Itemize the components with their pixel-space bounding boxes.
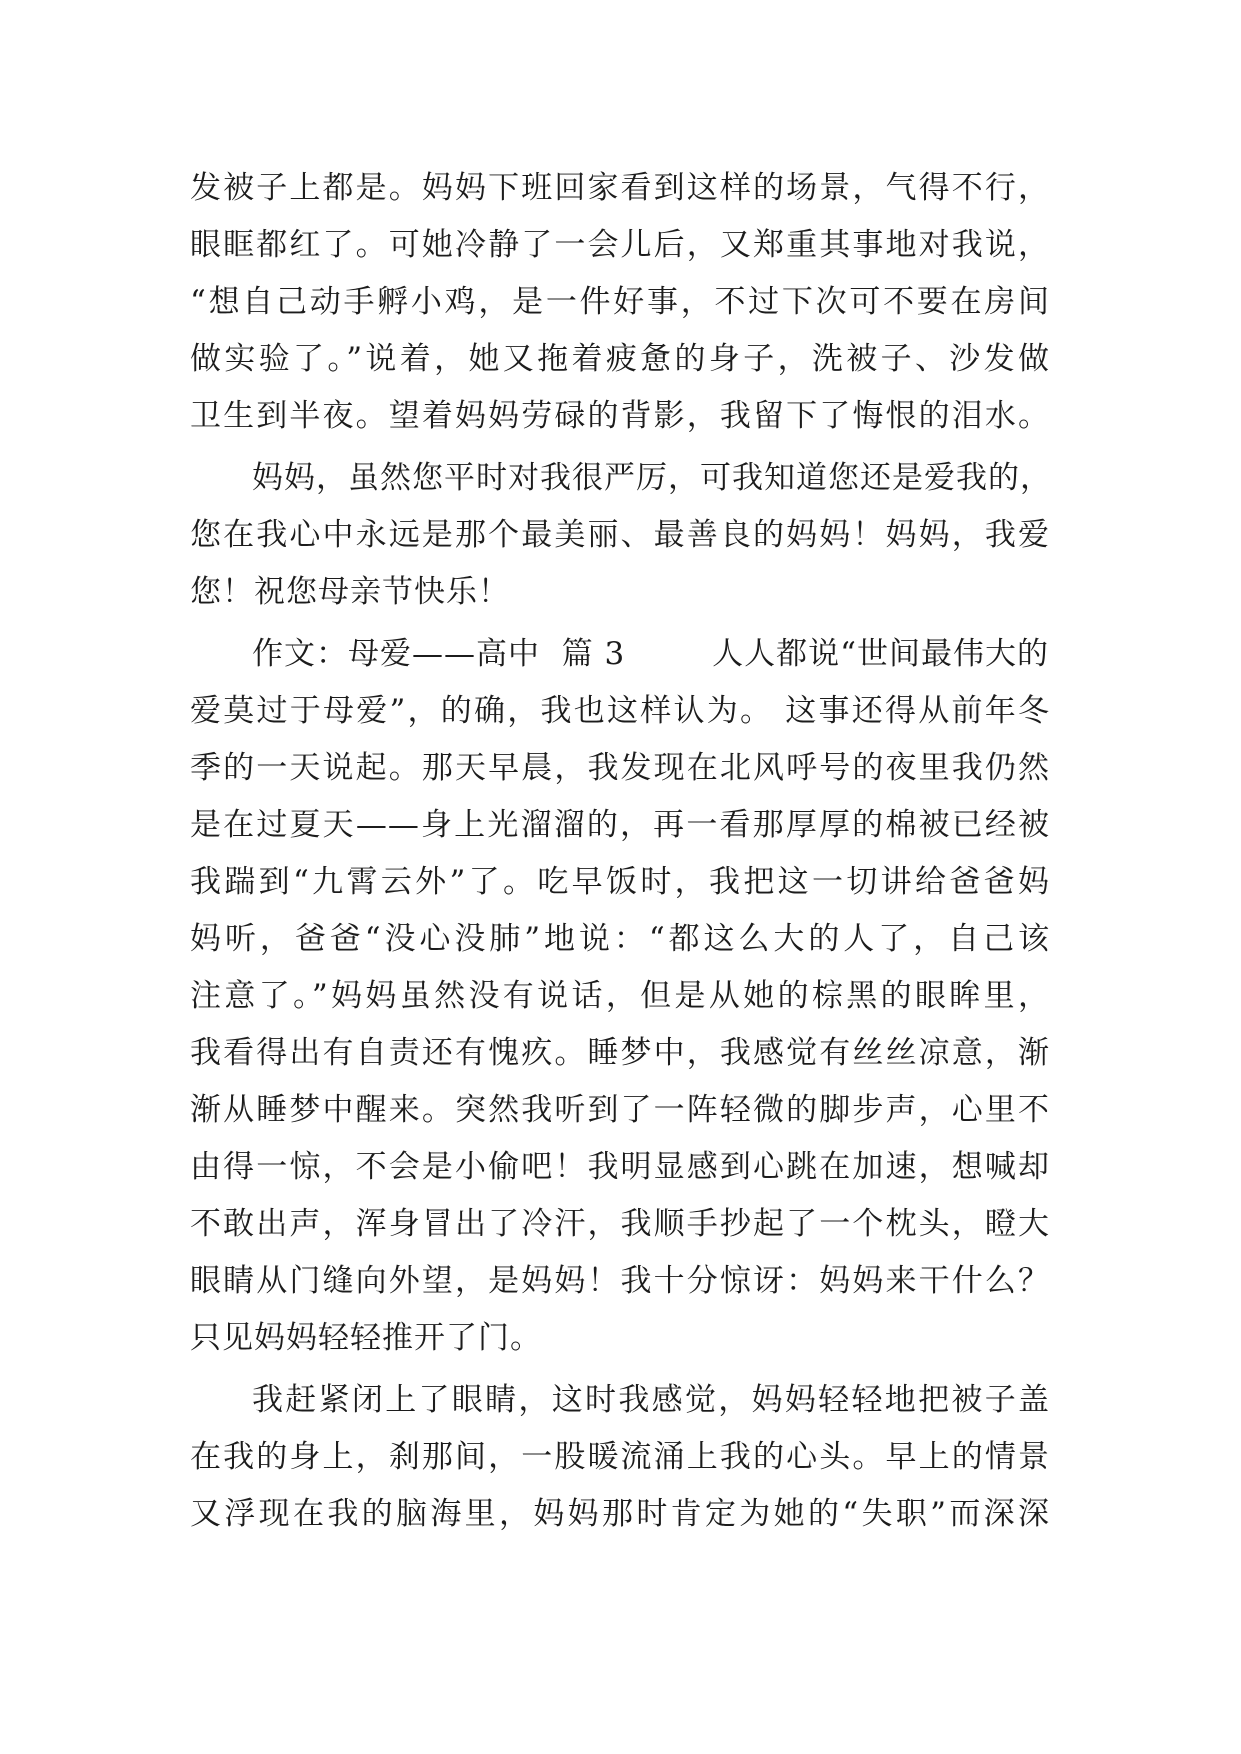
text-line: 妈妈，虽然您平时对我很严厉，可我知道您还是爱我的，: [252, 460, 1052, 496]
text-line: 妈听，爸爸“没心没肺”地说：“都这么大的人了，自己该: [190, 921, 1050, 957]
text-line: 又浮现在我的脑海里，妈妈那时肯定为她的“失职”而深深: [190, 1496, 1050, 1532]
paragraph-4: [190, 1372, 1050, 1543]
paragraph-1: [190, 160, 1050, 445]
text-line: 是在过夏天——身上光溜溜的，再一看那厚厚的棉被已经被: [190, 807, 1050, 843]
text-line: 您在我心中永远是那个最美丽、最善良的妈妈！妈妈，我爱: [190, 517, 1050, 553]
text-line: 眼睛从门缝向外望，是妈妈！我十分惊讶：妈妈来干什么？: [190, 1263, 1050, 1299]
text-line: 发被子上都是。妈妈下班回家看到这样的场景，气得不行，: [190, 170, 1050, 206]
text-line: 我踹到“九霄云外”了。吃早饭时，我把这一切讲给爸爸妈: [190, 864, 1050, 900]
text-line: 由得一惊，不会是小偷吧！我明显感到心跳在加速，想喊却: [190, 1149, 1050, 1185]
text-line: 在我的身上，刹那间，一股暖流涌上我的心头。早上的情景: [190, 1439, 1050, 1475]
text-line: 渐从睡梦中醒来。突然我听到了一阵轻微的脚步声，心里不: [190, 1092, 1050, 1128]
text-line: 爱莫过于母爱”，的确，我也这样认为。 这事还得从前年冬: [190, 693, 1050, 729]
paragraph-2: [190, 450, 1050, 621]
text-line: 不敢出声，浑身冒出了冷汗，我顺手抄起了一个枕头，瞪大: [190, 1206, 1050, 1242]
document-body: [190, 160, 1050, 1543]
text-line: “想自己动手孵小鸡，是一件好事，不过下次可不要在房间: [190, 284, 1050, 320]
text-line: 我看得出有自责还有愧疚。睡梦中，我感觉有丝丝凉意，渐: [190, 1035, 1050, 1071]
text-line: 只见妈妈轻轻推开了门。: [190, 1320, 542, 1356]
text-line: 我赶紧闭上了眼睛，这时我感觉，妈妈轻轻地把被子盖: [252, 1382, 1050, 1418]
paragraph-3: [190, 626, 1050, 1367]
text-line: 季的一天说起。那天早晨，我发现在北风呼号的夜里我仍然: [190, 750, 1050, 786]
text-line: 注意了。”妈妈虽然没有说话，但是从她的棕黑的眼眸里，: [190, 978, 1050, 1014]
text-line: 卫生到半夜。望着妈妈劳碌的背影，我留下了悔恨的泪水。: [190, 398, 1050, 434]
text-line: 眼眶都红了。可她冷静了一会儿后，又郑重其事地对我说，: [190, 227, 1050, 263]
text-line: 您！祝您母亲节快乐！: [190, 574, 510, 610]
text-line: 做实验了。”说着，她又拖着疲惫的身子，洗被子、沙发做: [190, 341, 1050, 377]
text-line: 作文：母爱——高中 篇 3 人人都说“世间最伟大的: [252, 636, 1049, 672]
